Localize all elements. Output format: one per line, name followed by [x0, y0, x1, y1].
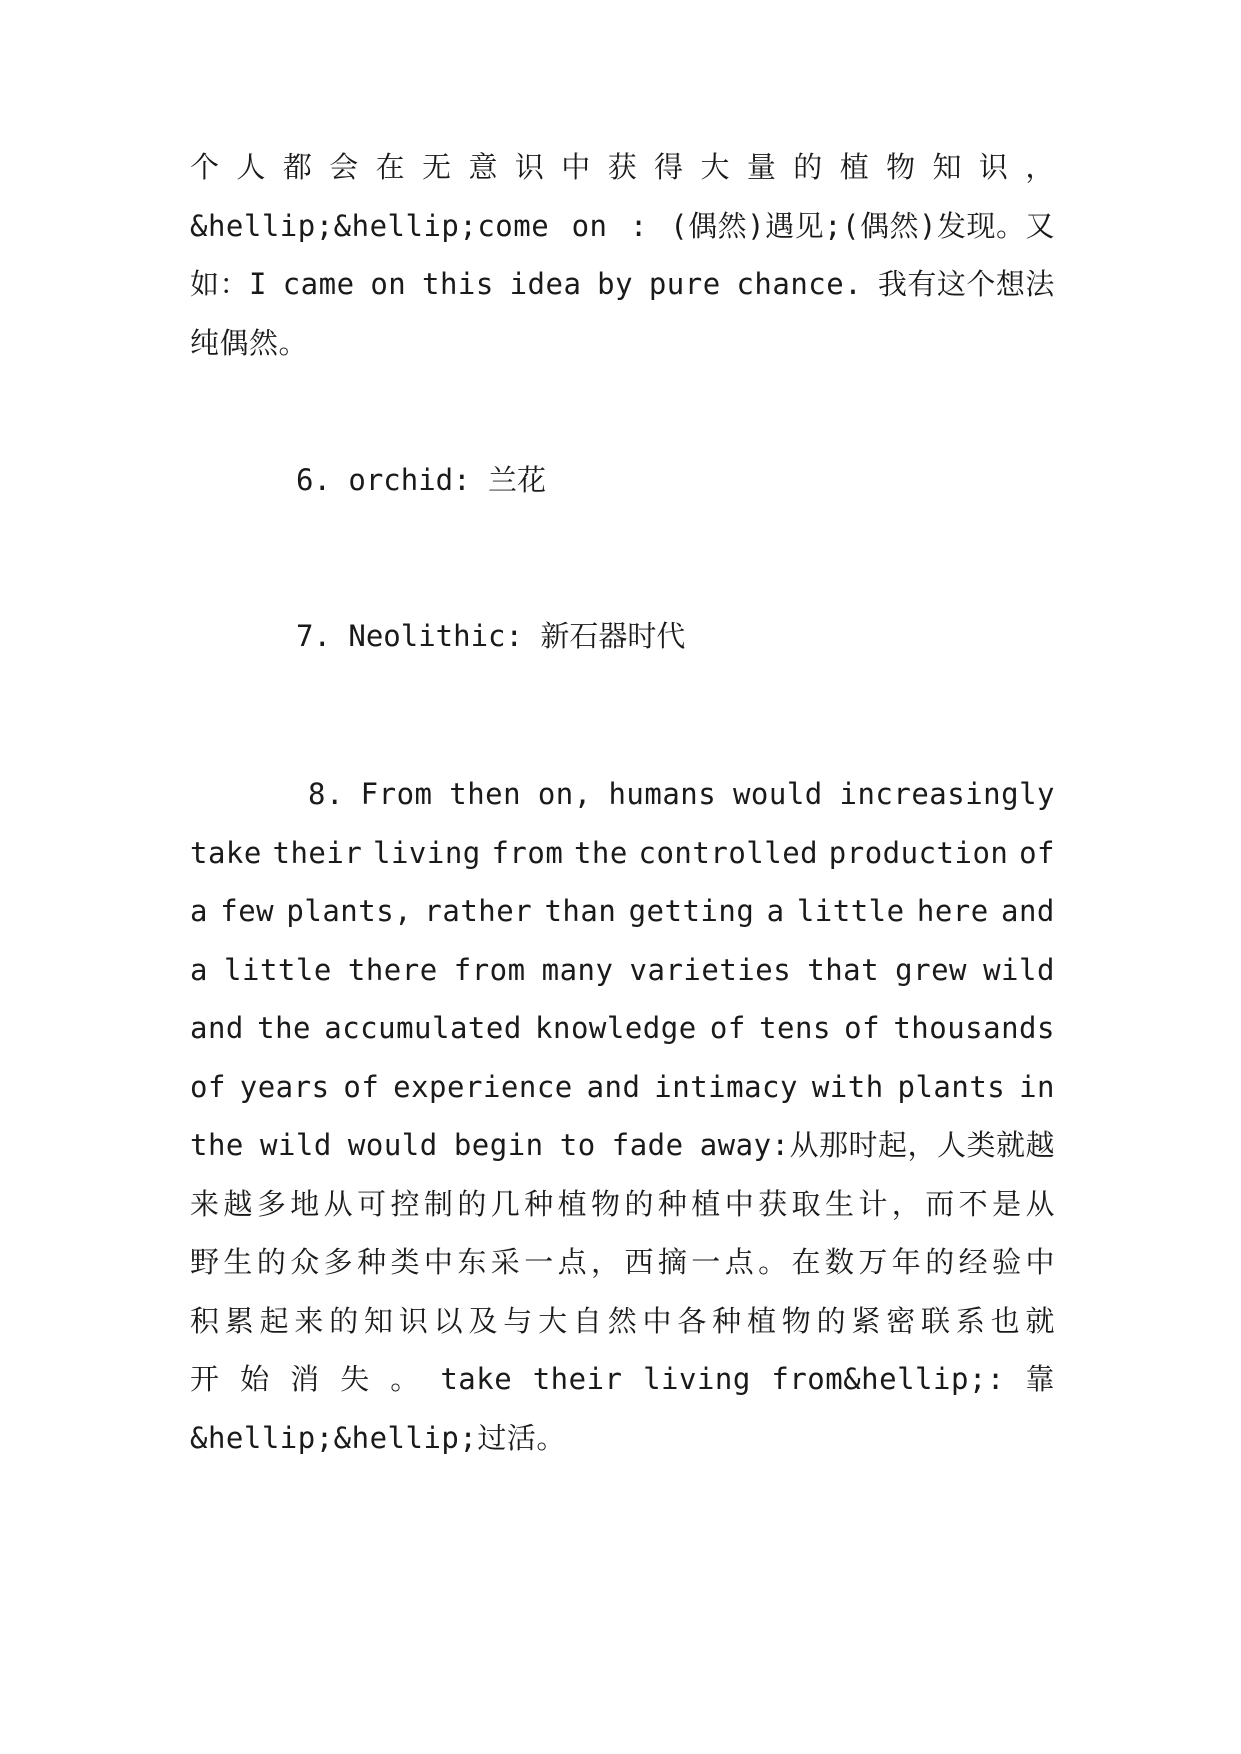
- word: 都: [282, 150, 313, 184]
- word: 物: [886, 150, 916, 184]
- word: experience: [393, 1069, 573, 1104]
- word: grew: [895, 952, 967, 987]
- word: From: [360, 777, 433, 811]
- text-line: [190, 255, 1055, 314]
- word: tens: [759, 1011, 831, 1045]
- word: little: [224, 952, 332, 987]
- word: 植: [839, 150, 870, 184]
- word: would: [732, 777, 823, 811]
- word: (偶然)遇见;(偶然)发现。又: [670, 208, 1055, 243]
- word: with: [811, 1069, 884, 1104]
- word: came: [282, 267, 355, 301]
- word: and: [586, 1069, 641, 1104]
- word: to: [559, 1128, 596, 1162]
- word: fade: [611, 1128, 684, 1162]
- word: of: [709, 1011, 746, 1045]
- word: a: [766, 894, 785, 928]
- word: here: [916, 894, 989, 928]
- word: 8.: [308, 777, 344, 811]
- word: 始: [240, 1362, 270, 1396]
- word: away:从那时起，人类就越: [699, 1128, 1055, 1162]
- word: their: [272, 835, 363, 870]
- word: thousands: [893, 1011, 1055, 1045]
- text-line: &hellip;&hellip;过活。: [190, 1420, 566, 1455]
- word: 开: [190, 1362, 220, 1396]
- word: getting: [628, 894, 755, 928]
- word: few: [220, 894, 275, 928]
- text-line: 来越多地从可控制的几种植物的种植中获取生计，而不是从: [190, 1186, 1055, 1221]
- word: 中: [561, 150, 591, 184]
- text-line: [190, 1116, 1055, 1175]
- word: 获: [607, 150, 638, 184]
- word: ，: [1025, 150, 1055, 184]
- word: the: [573, 835, 628, 870]
- word: &hellip;&hellip;come: [190, 208, 550, 243]
- word: controlled: [638, 835, 819, 870]
- word: 我有这个想法: [877, 267, 1055, 301]
- word: idea: [509, 267, 582, 301]
- text-line: 野生的众多种类中东采一点，西摘一点。在数万年的经验中: [190, 1245, 1055, 1279]
- word: plants,: [286, 894, 413, 928]
- word: a: [190, 894, 208, 928]
- text-line: [190, 197, 1055, 256]
- word: varieties: [629, 952, 792, 987]
- word: years: [239, 1069, 330, 1104]
- word: then: [449, 777, 522, 811]
- word: 无: [422, 150, 452, 184]
- word: and: [1001, 894, 1055, 928]
- word: pure: [648, 267, 721, 301]
- word: 会: [329, 150, 359, 184]
- word: chance.: [736, 267, 863, 301]
- text-line: [190, 882, 1055, 941]
- text-line: [190, 999, 1055, 1058]
- word: 在: [375, 150, 406, 184]
- word: humans: [608, 777, 717, 811]
- word: 人: [236, 150, 266, 184]
- word: the: [190, 1128, 244, 1162]
- word: 识: [514, 150, 545, 184]
- word: 消: [290, 1362, 320, 1396]
- word: 意: [468, 150, 498, 184]
- text-line: [190, 765, 1055, 824]
- word: there: [347, 952, 438, 987]
- text-line: [190, 941, 1055, 1000]
- word: :: [629, 208, 648, 243]
- word: 失: [340, 1362, 370, 1396]
- word: from: [453, 952, 526, 987]
- word: take: [190, 835, 262, 870]
- word: on: [370, 267, 407, 301]
- word: plants: [897, 1069, 1006, 1104]
- paragraph-continued: [190, 138, 1055, 372]
- word: from: [491, 835, 564, 870]
- word: 大: [700, 150, 730, 184]
- word: on: [571, 208, 608, 243]
- word: increasingly: [839, 777, 1055, 811]
- word: take: [440, 1362, 513, 1396]
- note-item-8: [190, 765, 1055, 1467]
- word: by: [597, 267, 634, 301]
- word: on,: [537, 777, 592, 811]
- word: 得: [654, 150, 684, 184]
- note-item-7: 7. Neolithic: 新石器时代: [296, 619, 686, 653]
- word: wild: [259, 1128, 332, 1162]
- word: begin: [453, 1128, 544, 1162]
- word: rather: [424, 894, 533, 928]
- word: would: [347, 1128, 438, 1162]
- word: of: [343, 1069, 380, 1104]
- word: wild: [983, 952, 1055, 987]
- word: in: [1019, 1069, 1055, 1104]
- word: of: [190, 1069, 226, 1104]
- word: little: [796, 894, 905, 928]
- word: 个: [190, 150, 220, 184]
- text-line: [190, 1058, 1055, 1117]
- word: 识: [978, 150, 1009, 184]
- text-line: [190, 1350, 1055, 1409]
- word: this: [421, 267, 494, 301]
- word: and: [190, 1011, 244, 1045]
- word: 如：I: [190, 267, 267, 301]
- word: 靠: [1025, 1362, 1055, 1396]
- word: 的: [793, 150, 823, 184]
- word: the: [257, 1011, 312, 1045]
- word: their: [532, 1362, 623, 1396]
- note-item-6: 6. orchid: 兰花: [296, 463, 547, 497]
- word: knowledge: [535, 1011, 697, 1045]
- word: intimacy: [654, 1069, 798, 1104]
- text-line: 积累起来的知识以及与大自然中各种植物的紧密联系也就: [190, 1303, 1055, 1338]
- word: of: [1019, 835, 1055, 870]
- word: living: [373, 835, 481, 870]
- word: that: [807, 952, 880, 987]
- word: production: [828, 835, 1009, 870]
- word: 。: [390, 1362, 420, 1396]
- word: 量: [746, 150, 777, 184]
- word: of: [844, 1011, 881, 1045]
- word: 知: [932, 150, 963, 184]
- word: than: [544, 894, 617, 928]
- word: many: [541, 952, 614, 987]
- text-line: [190, 824, 1055, 883]
- word: a: [190, 952, 208, 987]
- word: from&hellip;:: [771, 1362, 1005, 1396]
- text-line: [190, 138, 1055, 197]
- word: living: [643, 1362, 751, 1396]
- text-line: 纯偶然。: [190, 325, 309, 360]
- word: accumulated: [324, 1011, 522, 1045]
